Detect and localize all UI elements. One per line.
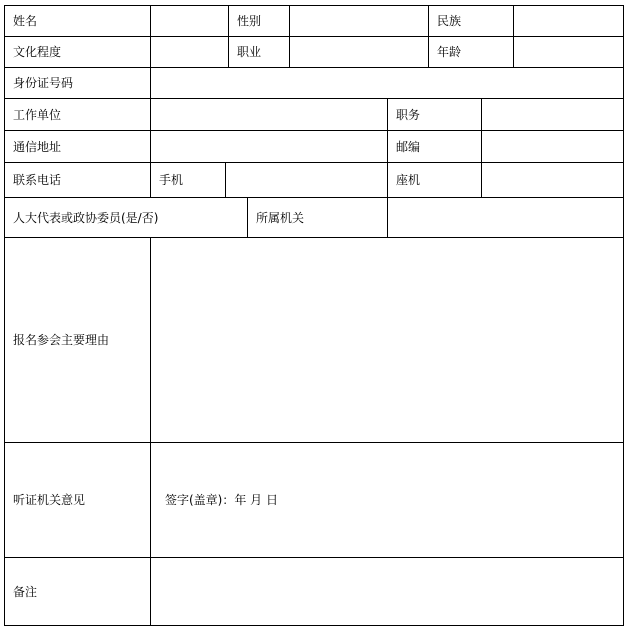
- hearing-registration-form: [4, 5, 624, 626]
- gender-label: 性别: [237, 14, 262, 28]
- landline-label: 座机: [396, 173, 421, 187]
- postcode-label: 邮编: [396, 139, 421, 154]
- affiliated-organ-label: 所属机关: [256, 210, 305, 225]
- gender-field[interactable]: [290, 6, 428, 36]
- remarks-label: 备注: [13, 584, 38, 599]
- participation-reason-field[interactable]: [151, 238, 623, 442]
- id-number-field[interactable]: [151, 68, 623, 98]
- employer-label: 工作单位: [13, 107, 62, 122]
- name-label: 姓名: [13, 14, 38, 28]
- participation-reason-label: 报名参会主要理由: [13, 333, 110, 347]
- education-label: 文化程度: [13, 45, 62, 59]
- education-field[interactable]: [151, 37, 228, 67]
- position-label: 职务: [396, 107, 421, 122]
- remarks-field[interactable]: [151, 558, 623, 625]
- id-number-label: 身份证号码: [13, 76, 74, 90]
- deputy-member-label: 人大代表或政协委员(是/否): [13, 210, 159, 225]
- address-field[interactable]: [151, 131, 387, 162]
- occupation-label: 职业: [237, 45, 262, 59]
- affiliated-organ-field[interactable]: [388, 198, 623, 237]
- landline-field[interactable]: [482, 163, 623, 197]
- contact-phone-label: 联系电话: [13, 173, 62, 187]
- occupation-field[interactable]: [290, 37, 428, 67]
- ethnicity-label: 民族: [437, 14, 462, 28]
- hearing-organ-opinion-label: 听证机关意见: [13, 493, 86, 507]
- mobile-field[interactable]: [226, 163, 387, 197]
- table-border-bottom: [4, 625, 624, 626]
- ethnicity-field[interactable]: [514, 6, 623, 36]
- employer-field[interactable]: [151, 99, 387, 130]
- age-label: 年龄: [437, 45, 462, 59]
- name-field[interactable]: [151, 6, 228, 36]
- mobile-label: 手机: [159, 173, 184, 187]
- postcode-field[interactable]: [482, 131, 623, 162]
- address-label: 通信地址: [13, 139, 62, 154]
- signature-seal-date: 签字(盖章)：年 月 日: [165, 493, 278, 507]
- table-border-right: [623, 5, 624, 626]
- age-field[interactable]: [514, 37, 623, 67]
- position-field[interactable]: [482, 99, 623, 130]
